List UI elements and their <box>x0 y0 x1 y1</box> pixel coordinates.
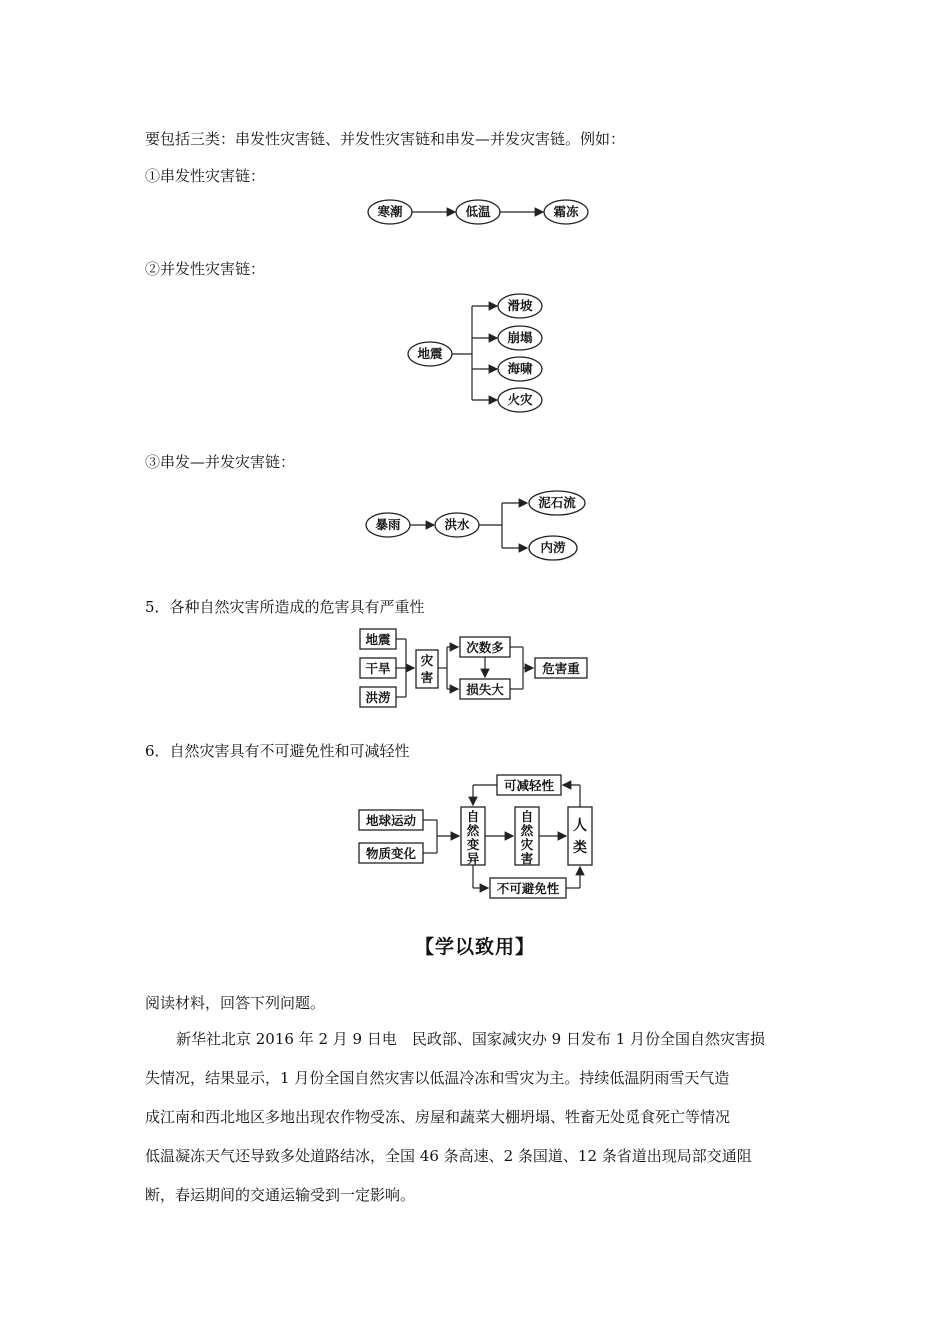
node-waterlogging-label: 内涝 <box>540 540 566 555</box>
box-earthquake-label: 地震 <box>365 632 391 647</box>
box-frequency-label: 次数多 <box>466 640 504 655</box>
intro-line: 要包括三类：串发性灾害链、并发性灾害链和串发—并发灾害链。例如： <box>145 130 626 148</box>
box-inevitable-label: 不可避免性 <box>496 881 560 896</box>
box-humans <box>568 807 592 865</box>
disaster-char-1: 自 <box>520 809 534 824</box>
node-tsunami-label: 海啸 <box>507 361 533 376</box>
point6-heading: 6．自然灾害具有不可避免性和可减轻性 <box>145 742 410 760</box>
material-line-1: 新华社北京 2016 年 2 月 9 日电 民政部、国家减灾办 9 日发布 1 月份全国自然灾害损 <box>176 1030 766 1048</box>
box-material-change-label: 物质变化 <box>365 846 417 861</box>
severity-diagram <box>355 625 595 711</box>
material-line-4: 低温凝冻天气还导致多处道路结冰，全国 46 条高速、2 条国道、12 条省道出现局部交通阻 <box>145 1147 752 1165</box>
node-collapse-label: 崩塌 <box>507 330 533 345</box>
box-earth-motion-label: 地球运动 <box>365 813 417 828</box>
node-cold-wave-label: 寒潮 <box>377 204 403 219</box>
node-flood-label: 洪水 <box>444 517 470 532</box>
variation-char-3: 变 <box>466 837 480 852</box>
humans-char-1: 人 <box>573 818 587 834</box>
material-line-2: 失情况，结果显示，1 月份全国自然灾害以低温冷冻和雪灾为主。持续低温阴雨雪天气造 <box>145 1069 730 1087</box>
box-loss-label: 损失大 <box>466 682 504 697</box>
parallel-chain-diagram <box>400 288 560 418</box>
item1-label: ①串发性灾害链： <box>145 167 266 185</box>
node-frost-label: 霜冻 <box>553 204 579 219</box>
box-flood-label: 洪涝 <box>365 690 391 705</box>
item2-label: ②并发性灾害链： <box>145 260 266 278</box>
box-severe-harm-label: 危害重 <box>542 661 580 676</box>
material-line-5: 断，春运期间的交通运输受到一定影响。 <box>145 1186 416 1204</box>
box-drought-label: 干旱 <box>365 661 391 676</box>
variation-char-2: 然 <box>466 823 480 838</box>
serial-parallel-chain-diagram <box>358 485 598 567</box>
node-landslide-label: 滑坡 <box>507 298 533 313</box>
disaster-char-3: 灾 <box>520 837 534 852</box>
box-disaster-char-1: 灾 <box>420 653 434 668</box>
inevitability-diagram <box>355 770 605 905</box>
item3-label: ③串发—并发灾害链： <box>145 453 296 471</box>
disaster-char-4: 害 <box>520 851 534 866</box>
reading-prompt: 阅读材料，回答下列问题。 <box>145 994 326 1012</box>
box-disaster-char-2: 害 <box>420 670 434 685</box>
variation-char-4: 异 <box>466 851 480 866</box>
disaster-char-2: 然 <box>520 823 534 838</box>
humans-char-2: 类 <box>573 840 587 856</box>
node-debris-flow-label: 泥石流 <box>538 495 576 510</box>
node-rainstorm-label: 暴雨 <box>375 517 401 532</box>
serial-chain-diagram <box>360 195 600 229</box>
node-fire-label: 火灾 <box>507 392 533 407</box>
box-mitigable-label: 可减轻性 <box>503 778 555 793</box>
node-earthquake-label: 地震 <box>417 346 443 361</box>
variation-char-1: 自 <box>466 809 480 824</box>
point5-heading: 5．各种自然灾害所造成的危害具有严重性 <box>145 598 425 616</box>
node-low-temp-label: 低温 <box>465 204 491 219</box>
section-title: 【学以致用】 <box>414 936 535 958</box>
material-line-3: 成江南和西北地区多地出现农作物受冻、房屋和蔬菜大棚坍塌、牲畜无处觅食死亡等情况 <box>145 1108 731 1126</box>
